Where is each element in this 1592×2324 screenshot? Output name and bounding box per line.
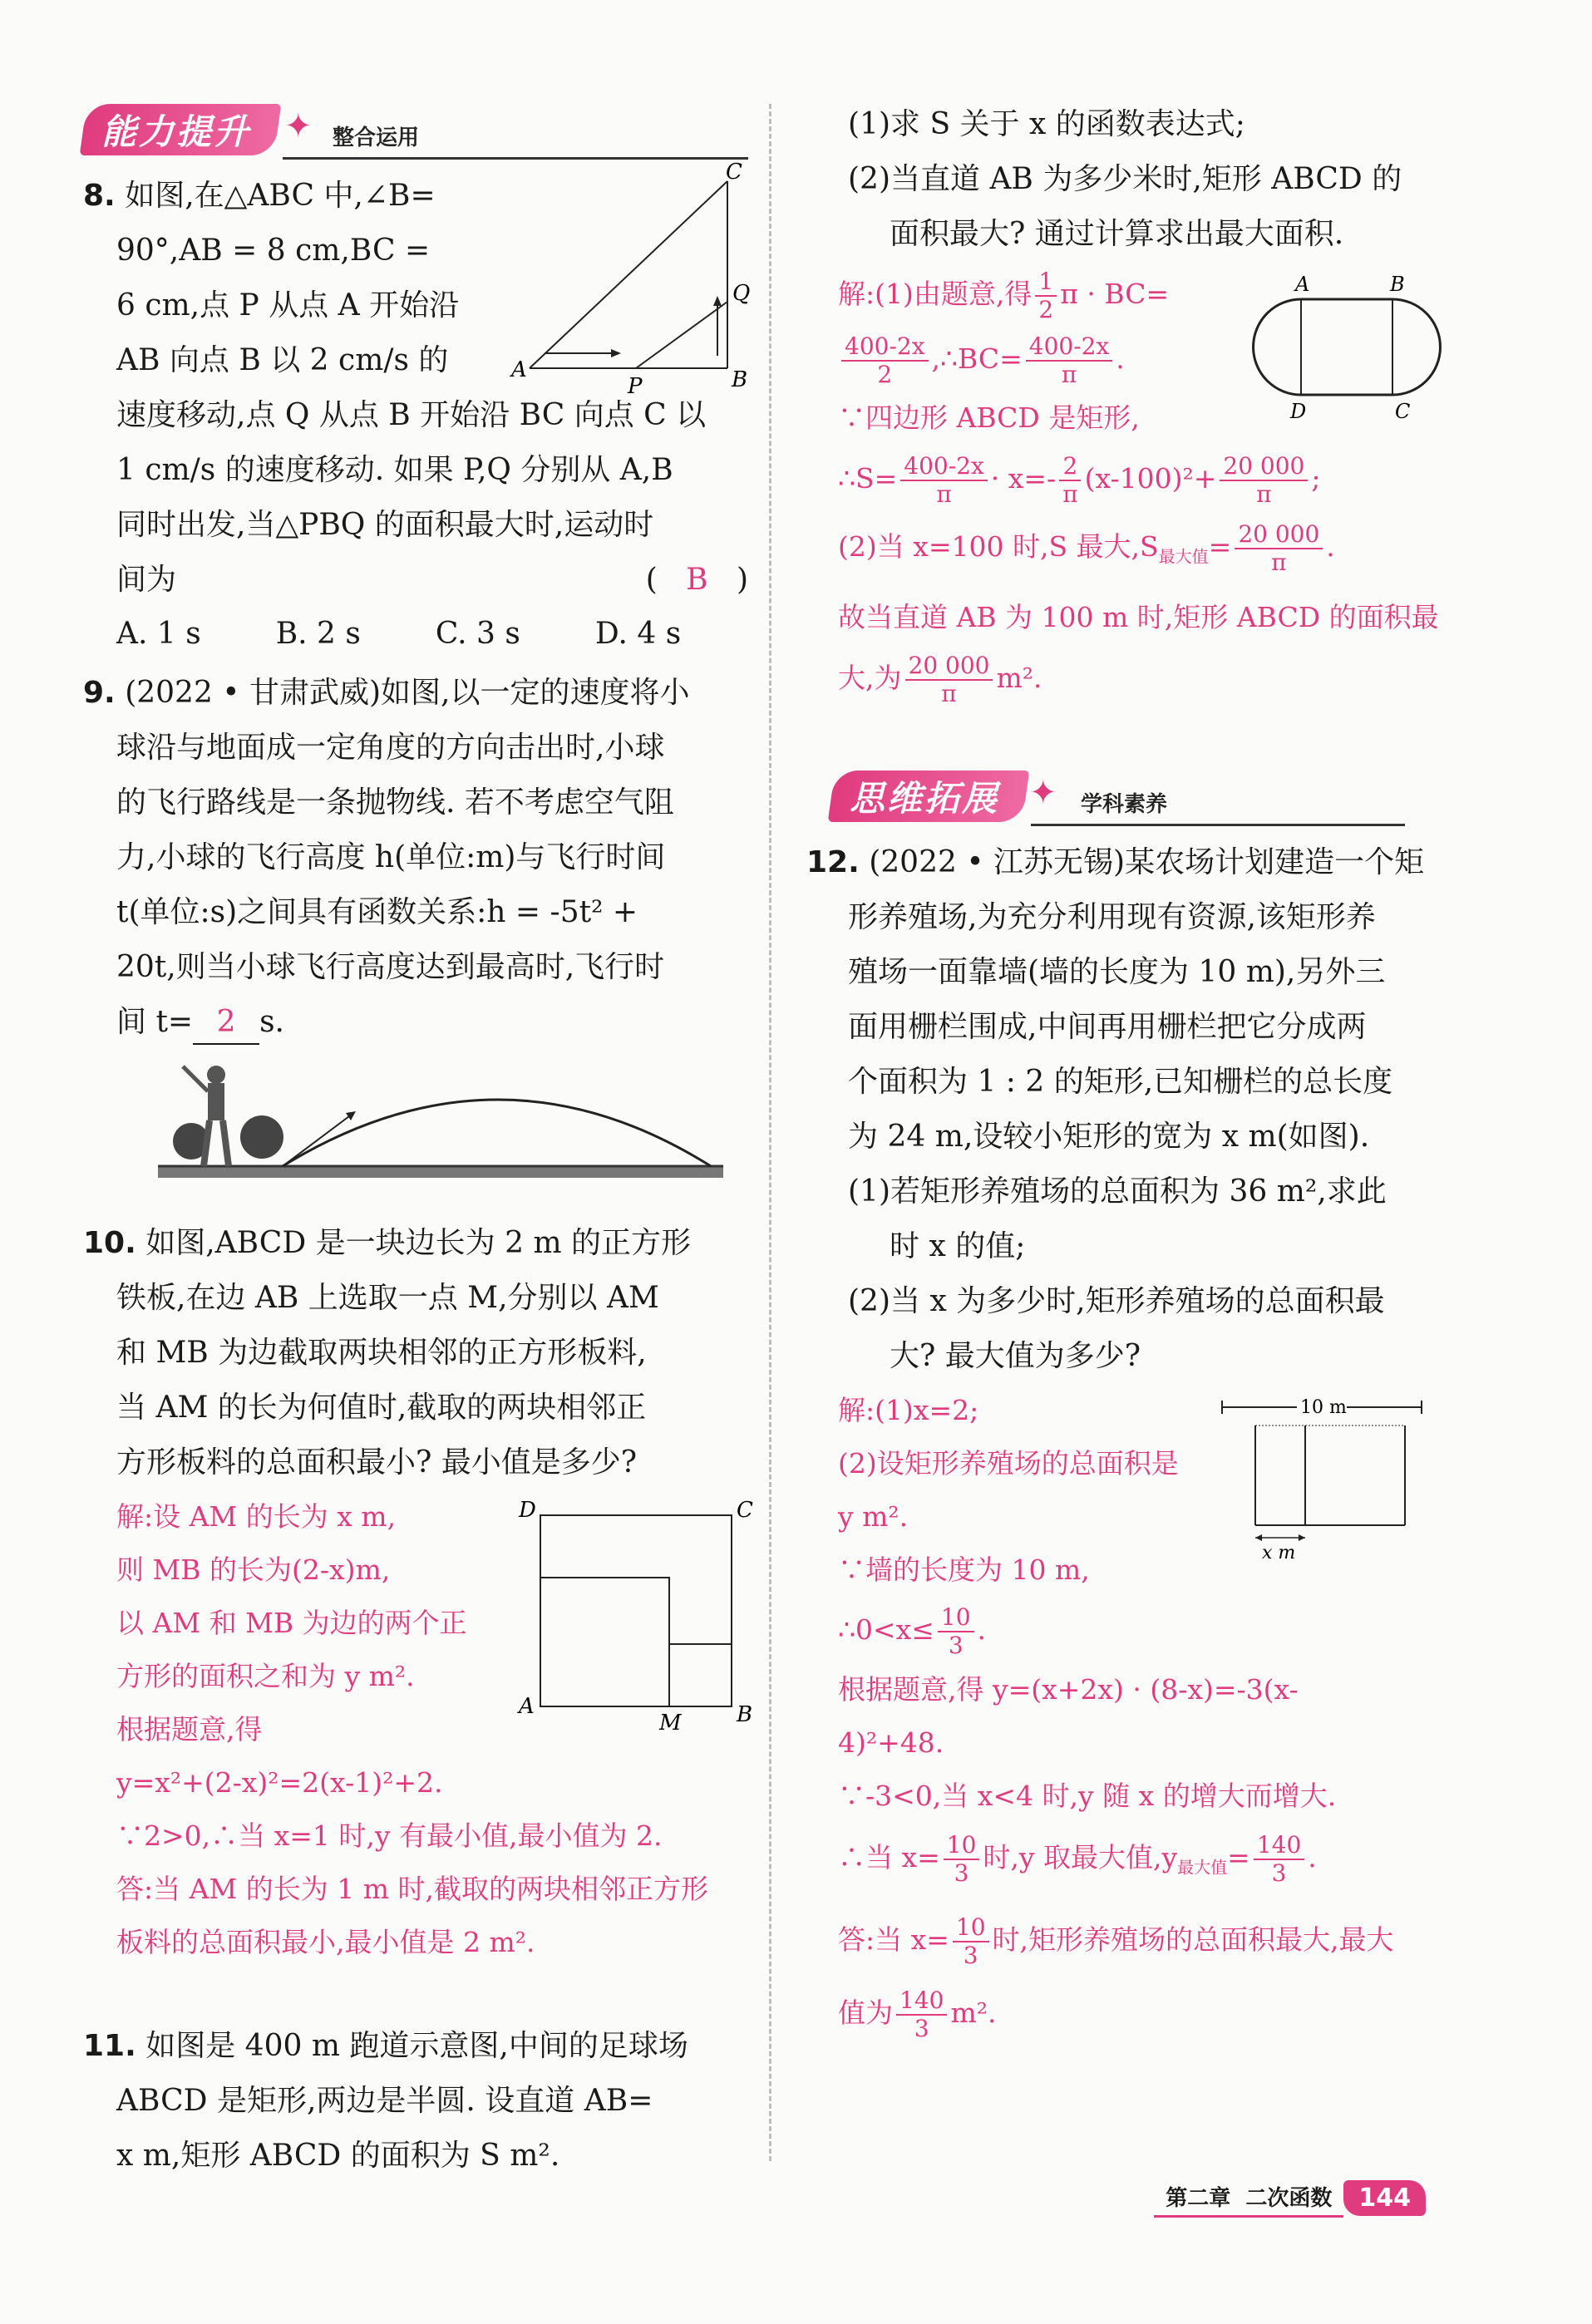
label-c: C [1395,400,1411,423]
question-text: 6 cm,点 P 从点 A 开始沿 [116,288,460,323]
question-text: 如图,在△ABC 中,∠B= [125,179,436,213]
solution-block [83,1490,753,1969]
solution-line: 答:当 x= [838,1923,949,1957]
solution-line: 大,为 [838,661,902,694]
question-text: 当 AM 的长为何值时,截取的两块相邻正 [116,1391,647,1425]
fraction: $\frac{400-2x}{\pi}$ [900,453,988,508]
question-text: 形养殖场,为充分利用现有资源,该矩形养 [848,899,1376,934]
section-title: 能力提升 [101,111,252,152]
fraction: $\frac{10}{3}$ [944,1832,980,1887]
subscript: 最大值 [1177,1857,1228,1878]
solution-line: 时,矩形养殖场的总面积最大,最大 [992,1923,1394,1957]
answer-blank: 2 [193,1002,259,1045]
question-text: 和 MB 为边截取两块相邻的正方形板料, [116,1336,647,1370]
solution-line: ,∴BC= [931,342,1023,375]
solution-line: 板料的总面积最小,最小值是 2 m². [116,1926,535,1958]
question-number: 9. [83,676,116,710]
question-text: 同时出发,当△PBQ 的面积最大时,运动时 [116,508,654,542]
solution-line: 解:(1)x=2; [838,1393,979,1426]
question-text: 如图,ABCD 是一块边长为 2 m 的正方形 [145,1226,692,1260]
solution-line: 值为 [838,1997,893,2030]
solution-line: ∴S= [838,462,898,495]
question-text: 球沿与地面成一定角度的方向击出时,小球 [116,731,665,765]
label-c: C [737,1498,753,1523]
section-title: 思维拓展 [850,777,1000,819]
solution-line: (x-100)²+ [1084,462,1217,495]
question-text: AB 向点 B 以 2 cm/s 的 [116,343,449,377]
question-text: 90°,AB = 8 cm,BC = [116,234,431,268]
fraction: $\frac{10}{3}$ [938,1604,974,1659]
solution-line: π · BC= [1060,278,1170,310]
question-9 [83,666,748,1209]
section-subtitle: 学科素养 [1081,791,1168,817]
question-text: ABCD 是矩形,两边是半圆. 设直道 AB= [116,2084,653,2118]
solution-line: ∴当 x= [838,1840,940,1873]
question-text: 铁板,在边 AB 上选取一点 M,分别以 AM [116,1281,659,1315]
question-part: 时 x 的值; [890,1228,1026,1263]
golf-illustration [158,1050,740,1191]
label-c: C [726,160,742,185]
fraction: $\frac{1}{2}$ [1035,268,1057,323]
question-text: 20t,则当小球飞行高度达到最高时,飞行时 [116,950,665,984]
question-text: 间 t= [116,1005,194,1039]
answer-value: B [686,563,708,597]
fraction: $\frac{140}{3}$ [896,1987,947,2042]
question-part: 面积最大? 通过计算求出最大面积. [890,217,1344,251]
section-banner [80,104,282,155]
q12-farm-figure [1214,1384,1430,1567]
question-text: 间为 [116,563,177,597]
solution-line: m². [950,1997,997,2030]
label-b: B [732,367,748,392]
footer-chapter: 第二章 二次函数 [1154,2178,1343,2218]
solution-line: 根据题意,得 y=(x+2x) · (8-x)=-3(x- [838,1672,1299,1706]
rocket-icon: ✦ [1029,773,1057,812]
question-text: s. [259,1005,284,1039]
solution-line: m². [996,661,1042,694]
solution-line: 解:(1)由题意,得 [838,278,1033,310]
left-column [83,104,753,2184]
solution-line: ∵四边形 ABCD 是矩形, [838,401,1140,434]
question-text: (2022 • 江苏无锡)某农场计划建造一个矩 [869,844,1425,879]
question-part: 大? 最大值为多少? [890,1338,1141,1373]
section-rule [1031,824,1405,826]
question-10 [83,1216,753,1969]
subscript: 最大值 [1158,546,1209,567]
solution-line: · x=- [990,462,1057,495]
solution-line: (2)设矩形养殖场的总面积是 [838,1446,1179,1480]
choice-d: D. 4 s [594,617,682,651]
fraction: $\frac{400-2x}{2}$ [841,333,929,388]
solution-line: y=x²+(2-x)²=2(x-1)²+2. [116,1766,443,1799]
solution-line: 时,y 取最大值,y [983,1840,1178,1873]
solution-text: 解:(1)由题意,得 $\frac{1}{2}$ π · BC= $\frac{400-2x}{2}$ ,∴BC= $\frac{400-2x}{\pi}$ . ∵四边形 ABCD 是矩形, ∴S= $\frac{400-2x}{\pi}$ · x=- $\frac{2}{\pi}$ (x-100)²+ $\frac{20 000}{\pi}$ ; (2)当 x=100 时,S 最大$,S_{最大值}=$ $\frac{20 000}{\pi}$ . 故当直道 AB 为 100 m 时,矩形 ABCD 的面积最 大,为 $\frac{20 000}{\pi}$ m². [831,262,1455,712]
label-b: B [1390,273,1405,296]
section-subtitle: 整合运用 [333,126,420,150]
label-a: A [1295,273,1310,296]
right-column [806,104,1455,2048]
question-part: (2)当直道 AB 为多少米时,矩形 ABCD 的 [848,162,1402,196]
question-number: 10. [83,1226,136,1260]
answer-paren: ( B ) [645,563,748,597]
question-text: 速度移动,点 Q 从点 B 开始沿 BC 向点 C 以 [116,398,707,432]
section-header-thinking [831,771,1455,829]
question-text: 为 24 m,设较小矩形的宽为 x m(如图). [848,1119,1370,1154]
choice-c: C. 3 s [435,617,520,651]
solution-line: y m². [838,1499,909,1533]
q12-solution [831,1384,1455,2049]
fraction: $\frac{10}{3}$ [953,1914,989,1969]
column-divider [769,104,771,2161]
question-text: 1 cm/s 的速度移动. 如果 P,Q 分别从 A,B [116,453,673,487]
question-part: (1)求 S 关于 x 的函数表达式; [848,107,1245,141]
solution-line: ∵-3<0,当 x<4 时,y 随 x 的增大而增大. [838,1779,1337,1812]
q11-solution [831,262,1455,712]
width-label: x m [1262,1542,1296,1563]
label-b: B [737,1702,753,1727]
label-q: Q [732,281,751,306]
question-number: 8. [83,179,116,213]
label-d: D [519,1498,536,1523]
choice-list [83,608,748,661]
question-11 [83,2019,748,2184]
q8-triangle-figure [503,160,751,410]
solution-line: 方形的面积之和为 y m². [116,1660,415,1692]
fraction: $\frac{20 000}{\pi}$ [1220,453,1308,508]
section-rule [283,157,748,160]
question-text: 个面积为 1 : 2 的矩形,已知栅栏的总长度 [848,1064,1393,1099]
q11-track-figure [1239,270,1455,428]
fraction: $\frac{400-2x}{\pi}$ [1026,333,1113,388]
question-text: 力,小球的飞行高度 h(单位:m)与飞行时间 [116,840,666,874]
choice-b: B. 2 s [275,617,361,651]
question-text: 的飞行路线是一条抛物线. 若不考虑空气阻 [116,785,674,820]
question-8 [83,160,751,666]
question-number: 11. [83,2029,136,2063]
fraction: $\frac{2}{\pi}$ [1059,453,1081,508]
question-part: (1)若矩形养殖场的总面积为 36 m²,求此 [848,1174,1387,1209]
fraction: $\frac{20 000}{\pi}$ [1235,521,1323,576]
label-d: D [1290,400,1307,423]
solution-line: ∵墙的长度为 10 m, [838,1553,1090,1586]
solution-line: 则 MB 的长为(2-x)m, [116,1553,391,1586]
solution-line: ∵2>0,∴当 x=1 时,y 有最小值,最小值为 2. [116,1819,663,1852]
solution-line: 4)²+48. [838,1726,944,1759]
question-text: 殖场一面靠墙(墙的长度为 10 m),另外三 [848,954,1386,989]
section-header-ability [83,104,748,162]
label-p: P [628,374,643,399]
solution-line: 故当直道 AB 为 100 m 时,矩形 ABCD 的面积最 [838,600,1439,633]
question-text: 方形板料的总面积最小? 最小值是多少? [116,1445,638,1480]
question-part: (2)当 x 为多少时,矩形养殖场的总面积最 [848,1283,1385,1318]
q10-square-figure [507,1498,757,1736]
question-text: 如图是 400 m 跑道示意图,中间的足球场 [145,2029,688,2063]
solution-line: 解:设 AM 的长为 x m, [116,1500,397,1533]
rocket-icon: ✦ [284,107,313,145]
wall-length-label: 10 m [1300,1396,1347,1418]
label-a: A [519,1694,535,1719]
solution-text: 解:(1)x=2; (2)设矩形养殖场的总面积是 y m². ∵墙的长度为 10 m, ∴0<x≤ $\frac{10}{3}$ . 根据题意,得 y=(x+2x) · (8-x)=-3(x- 4)²+48. ∵-3<0,当 x<4 时,y 随 x 的增大而增大. ∴当 x= $\frac{10}{3}$ 时,y 取最大值$,y_{最大值}=$ $\frac{140}{3}$ . 答:当 x= $\frac{10}{3}$ 时,矩形养殖场的总面积最大,最大 值为 $\frac{140}{3}$ m². [831,1384,1455,2049]
question-12 [806,835,1455,1384]
question-text: 面用栅栏围成,中间再用栅栏把它分成两 [848,1009,1367,1044]
fraction: $\frac{140}{3}$ [1254,1832,1304,1887]
solution-line: 答:当 AM 的长为 1 m 时,截取的两块相邻正方形 [116,1873,708,1905]
question-11-parts [831,97,1455,262]
label-m: M [659,1711,682,1736]
label-a: A [511,357,527,382]
question-text: x m,矩形 ABCD 的面积为 S m². [116,2139,560,2173]
choice-a: A. 1 s [116,617,201,651]
page-number: 144 [1343,2180,1426,2216]
solution-line: (2)当 x=100 时,S 最大,S [838,530,1159,563]
solution-line: 以 AM 和 MB 为边的两个正 [116,1607,467,1639]
page-footer [1154,2178,1426,2218]
solution-line: 根据题意,得 [116,1713,263,1745]
question-number: 12. [806,844,860,879]
question-text: t(单位:s)之间具有函数关系:h = -5t² + [116,895,638,929]
fraction: $\frac{20 000}{\pi}$ [905,652,993,707]
section-banner [828,771,1030,822]
question-text: (2022 • 甘肃武威)如图,以一定的速度将小 [125,676,690,710]
solution-line: ∴0<x≤ [838,1613,934,1646]
